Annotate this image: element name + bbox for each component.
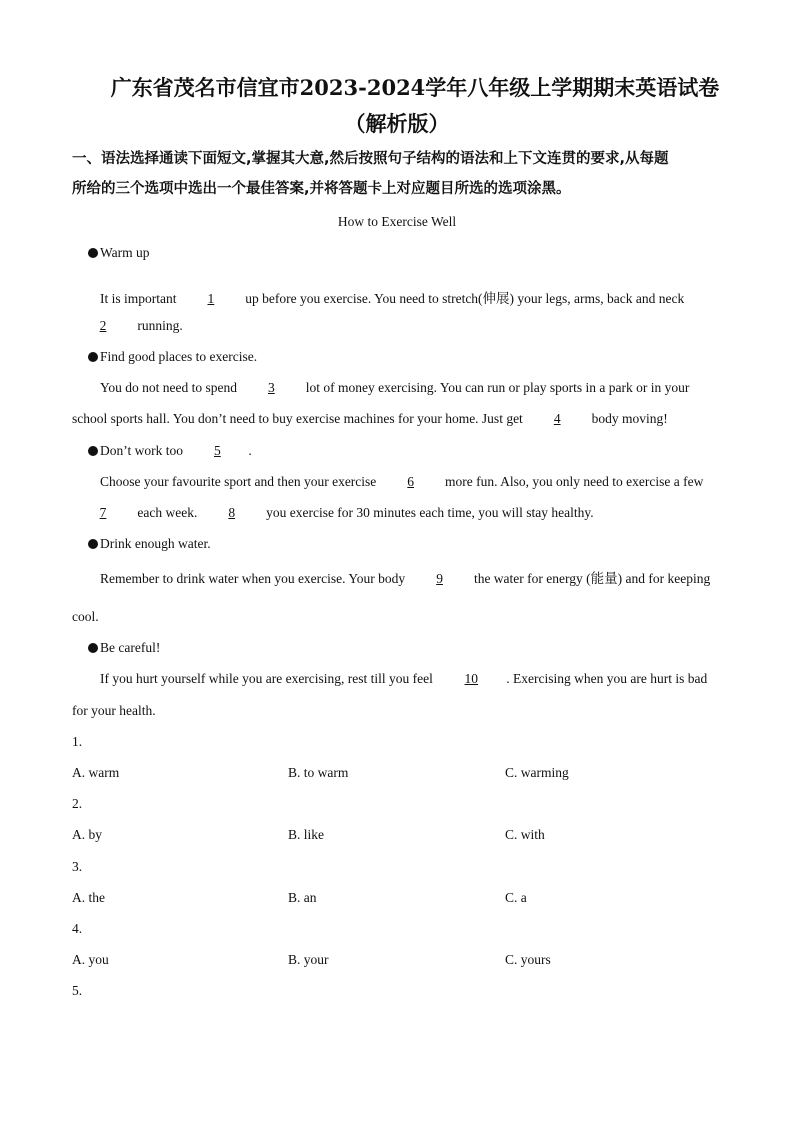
question-number: 5. (72, 983, 83, 998)
section-heading-warm-up: Warm up (88, 245, 150, 261)
option-a: A. by (72, 827, 102, 842)
instruction-line-1: 一、语法选择通读下面短文,掌握其大意,然后按照句子结构的语法和上下文连贯的要求,从每题 (72, 151, 669, 167)
question-number: 2. (72, 796, 83, 811)
option-b: B. your (288, 952, 329, 967)
bullet-icon (88, 352, 98, 362)
answer-blank-3: 3 (268, 380, 275, 395)
bullet-icon (88, 248, 98, 258)
answer-blank-8: 8 (228, 505, 236, 520)
section-heading-water: Drink enough water. (88, 536, 211, 552)
paragraph-line: You do not need to spend 3 lot of money exercising. You can run or play sports in a park or in your (100, 380, 690, 395)
option-a: A. the (72, 890, 105, 905)
option-a: A. you (72, 952, 109, 967)
option-b: B. to warm (288, 765, 349, 780)
option-b: B. like (288, 827, 324, 842)
page-subtitle: （解析版） (344, 111, 450, 136)
question-number: 4. (72, 921, 83, 936)
section-heading-places: Find good places to exercise. (88, 349, 257, 365)
page-title: 广东省茂名市信宜市2023-2024学年八年级上学期期末英语试卷 (110, 75, 720, 100)
option-c: C. yours (505, 952, 551, 967)
paragraph-line: cool. (72, 609, 99, 624)
answer-blank-10: 10 (464, 671, 479, 686)
answer-blank-6: 6 (407, 474, 415, 489)
bullet-icon (88, 643, 98, 653)
paragraph-line: 2 running. (72, 318, 183, 334)
answer-blank-9: 9 (436, 571, 443, 586)
answer-blank-4: 4 (553, 411, 561, 426)
paragraph-line: school sports hall. You don’t need to buy exercise machines for your home. Just get 4 body moving! (72, 411, 668, 426)
paragraph-line: Remember to drink water when you exercise. Your body 9 the water for energy (能量) and for keeping (100, 571, 711, 586)
answer-blank-5: 5 (214, 443, 221, 458)
answer-blank-7: 7 (99, 505, 107, 520)
section-heading-dont-work: Don’t work too 5 . (88, 443, 252, 459)
passage-title: How to Exercise Well (337, 214, 457, 229)
option-c: C. warming (505, 765, 569, 780)
answer-blank-2: 2 (99, 318, 107, 333)
option-c: C. a (505, 890, 527, 905)
paragraph-line: Choose your favourite sport and then your exercise 6 more fun. Also, you only need to exercise a few (100, 474, 704, 489)
paragraph-line: 7 each week. 8 you exercise for 30 minutes each time, you will stay healthy. (72, 505, 594, 521)
section-heading-careful: Be careful! (88, 640, 160, 656)
bullet-icon (88, 446, 98, 456)
answer-blank-1: 1 (207, 291, 215, 306)
paragraph-line: It is important 1 up before you exercise. You need to stretch(伸展) your legs, arms, back and neck (100, 291, 685, 306)
paragraph-line: for your health. (72, 703, 156, 718)
option-b: B. an (288, 890, 317, 905)
bullet-icon (88, 539, 98, 549)
option-c: C. with (505, 827, 545, 842)
instruction-line-2: 所给的三个选项中选出一个最佳答案,并将答题卡上对应题目所选的选项涂黑。 (72, 181, 571, 197)
paragraph-line: If you hurt yourself while you are exercising, rest till you feel 10 . Exercising when you are hurt is bad (100, 671, 708, 686)
option-a: A. warm (72, 765, 120, 780)
question-number: 1. (72, 734, 83, 749)
question-number: 3. (72, 859, 83, 874)
